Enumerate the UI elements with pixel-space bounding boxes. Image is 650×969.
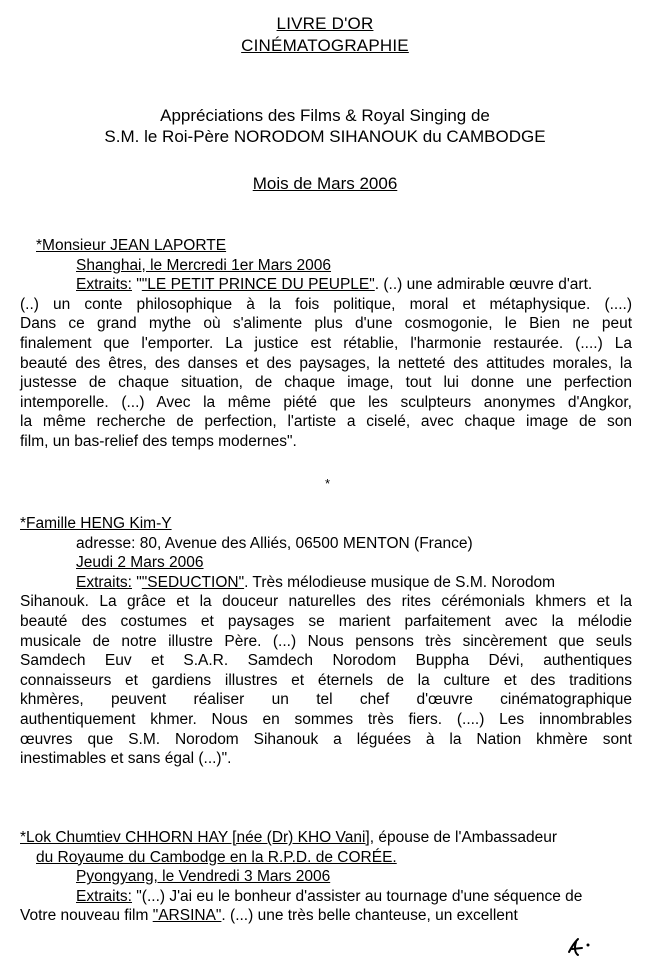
place-date: Pyongyang, le Vendredi 3 Mars 2006 [76, 868, 331, 886]
extract-line [20, 275, 632, 295]
text-line: film, un bas-relief des temps modernes". [20, 432, 297, 450]
extract-label: Extraits: [76, 276, 132, 294]
text-line: Sihanouk. La grâce et la douceur naturelles des rites cérémonials khmers et la [20, 593, 632, 611]
entry-address: adresse: 80, Avenue des Alliés, 06500 MENTON (France) [76, 534, 473, 552]
film-title: "SEDUCTION" [141, 573, 245, 591]
text-line: la même recherche de perfection, l'artiste a ciselé, avec chaque image de son [20, 413, 632, 431]
text-line: beauté des costumes et paysages se marient parfaitement avec la mélodie [20, 612, 632, 630]
text-line: "(...) J'ai eu le bonheur d'assister au tournage d'une séquence de [131, 887, 583, 905]
text-line: authentiquement khmer. Nous en sommes très fiers. (....) Les innombrables [20, 710, 632, 728]
text-line: musicale de notre illustre Père. (...) Nous pensons très sincèrement que seuls [20, 632, 632, 650]
author-name: *Lok Chumtiev CHHORN HAY [née (Dr) KHO Vani] [20, 829, 370, 846]
handwritten-initial-mark [566, 936, 594, 958]
film-title: "ARSINA" [152, 907, 222, 925]
title-line-1: LIVRE D'OR [276, 14, 374, 33]
author-affiliation: du Royaume du Cambodge en la R.P.D. de CORÉE. [36, 848, 397, 866]
author-name: *Famille HENG Kim-Y [20, 515, 172, 532]
text-line: inestimables et sans égal (...)". [20, 750, 232, 768]
text-line: connaisseurs et gardiens illustres et éternels de la culture et des traditions [20, 671, 632, 689]
entry-author [20, 236, 632, 256]
text-line: . Très mélodieuse musique de S.M. Norodom [244, 573, 556, 591]
entry-author [20, 828, 632, 848]
title-line-2: CINÉMATOGRAPHIE [241, 36, 409, 55]
text-line: (..) un conte philosophique à la fois politique, moral et métaphysique. (....) [20, 295, 632, 313]
month-heading: Mois de Mars 2006 [252, 174, 398, 193]
entry-place-date [20, 867, 632, 887]
extract-line [20, 573, 632, 593]
text-line: justesse de chaque situation, de chaque image, tout lui donne une perfection [20, 374, 632, 392]
entry-date [20, 553, 632, 573]
date: Jeudi 2 Mars 2006 [76, 554, 204, 572]
text-line: intemporelle. (...) Avec la même piété que les sculpteurs anonymes d'Angkor, [20, 393, 632, 411]
film-title: "LE PETIT PRINCE DU PEUPLE" [141, 276, 375, 294]
author-name: *Monsieur JEAN LAPORTE [36, 237, 227, 254]
entry-place-date [20, 256, 632, 276]
extract-line [20, 887, 632, 907]
text-segment: Votre nouveau film [20, 907, 153, 925]
text-line: . (..) une admirable œuvre d'art. [374, 276, 593, 294]
separator-asterisk: * [325, 476, 331, 491]
text-segment: . (...) une très belle chanteuse, un excellent [221, 907, 518, 925]
text-line: khmères, peuvent réaliser un tel chef d'œuvre cinématographique [20, 691, 632, 709]
extract-quote: " [131, 573, 142, 591]
extract-label: Extraits: [76, 887, 132, 905]
entry-laporte [20, 236, 632, 452]
author-suffix: , épouse de l'Ambassadeur [369, 829, 558, 846]
extract-label: Extraits: [76, 573, 132, 591]
place-date: Shanghai, le Mercredi 1er Mars 2006 [76, 256, 332, 274]
entry-author [20, 514, 632, 534]
text-line: finalement que l'emporter. La justice est rétablie, l'harmonie restaurée. (....) La [20, 334, 632, 352]
subtitle-line-1: Appréciations des Films & Royal Singing de [160, 106, 490, 125]
text-line: Samdech Euv et S.A.R. Samdech Norodom Buppha Dévi, authentiques [20, 652, 632, 670]
author-line-2 [20, 848, 632, 868]
text-line: beauté des êtres, des danses et des paysages, la netteté des attitudes morales, la [20, 354, 632, 372]
extract-quote: " [131, 276, 142, 294]
entry-heng [20, 514, 632, 769]
text-line [20, 906, 632, 926]
subtitle-line-2: S.M. le Roi-Père NORODOM SIHANOUK du CAMBODGE [104, 127, 546, 146]
text-line: Dans ce grand mythe où s'alimente plus d'une cosmogonie, le Bien ne peut [20, 315, 632, 333]
text-line: œuvres que S.M. Norodom Sihanouk a léguées à la Nation khmère sont [20, 730, 632, 748]
entry-chhorn-hay [20, 828, 632, 926]
